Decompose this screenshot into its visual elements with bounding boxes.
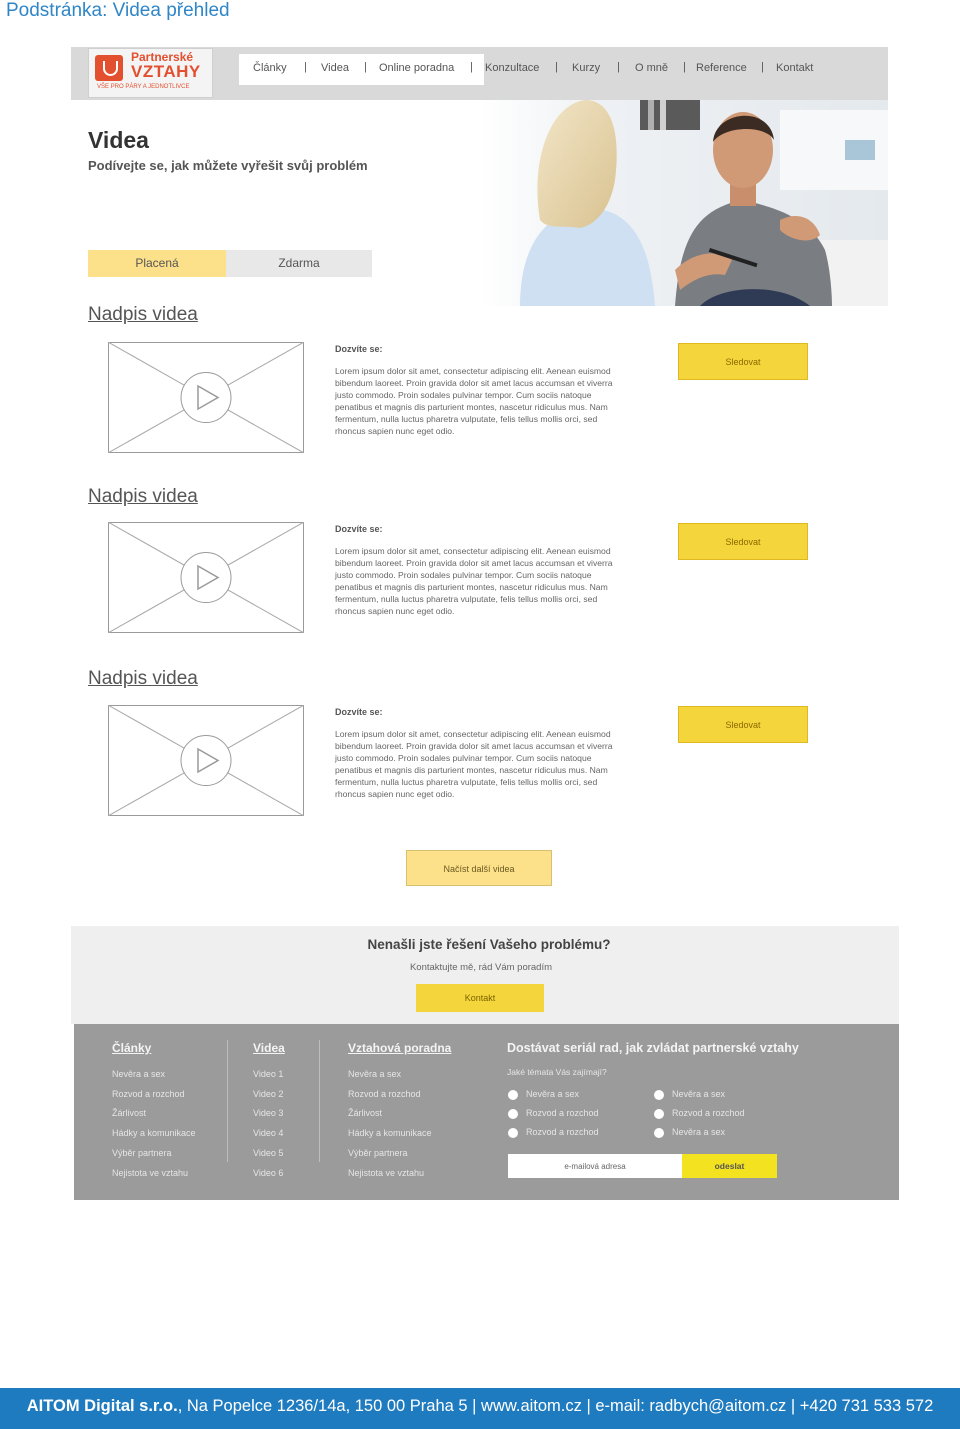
watch-button[interactable]: Sledovat <box>678 523 808 560</box>
site-logo[interactable] <box>88 48 213 98</box>
topic-radio[interactable] <box>654 1109 664 1119</box>
footer-link[interactable]: Žárlivost <box>348 1108 383 1118</box>
footer-link[interactable]: Video 5 <box>253 1148 284 1158</box>
video-learn-label: Dozvíte se: <box>335 524 383 534</box>
footer-link[interactable]: Výběr partnera <box>112 1148 172 1158</box>
main-nav <box>239 54 889 85</box>
footer-link[interactable]: Rozvod a rozchod <box>348 1089 421 1099</box>
contact-subtitle: Kontaktujte mě, rád Vám poradím <box>409 962 553 973</box>
logo-icon <box>95 55 123 81</box>
footer-divider <box>227 1040 228 1162</box>
video-title[interactable]: Nadpis videa <box>88 668 198 689</box>
video-thumbnail[interactable] <box>108 522 304 633</box>
logo-line-2: VZTAHY <box>131 62 201 81</box>
topic-label: Rozvod a rozchod <box>672 1108 745 1118</box>
load-more-button[interactable]: Načíst další videa <box>406 850 552 886</box>
nav-separator: | <box>364 61 367 73</box>
page-heading: Videa <box>88 127 149 153</box>
page-subheading: Podívejte se, jak můžete vyřešit svůj problém <box>88 158 368 173</box>
footer-link[interactable]: Rozvod a rozchod <box>112 1089 185 1099</box>
tab-paid[interactable]: Placená <box>88 250 226 277</box>
footer-link[interactable]: Video 2 <box>253 1089 284 1099</box>
topic-label: Nevěra a sex <box>526 1089 580 1099</box>
nav-item-online-poradna[interactable]: Online poradna <box>379 62 455 74</box>
nav-separator: | <box>470 61 473 73</box>
topic-label: Nevěra a sex <box>672 1127 726 1137</box>
nav-item-kurzy[interactable]: Kurzy <box>572 62 601 74</box>
send-button[interactable]: odeslat <box>682 1154 777 1178</box>
contact-title: Nenašli jste řešení Vašeho problému? <box>367 937 611 952</box>
nav-item-videa[interactable]: Videa <box>321 62 349 74</box>
video-learn-label: Dozvíte se: <box>335 344 383 354</box>
company-contact-line <box>0 1397 960 1416</box>
video-learn-label: Dozvíte se: <box>335 707 383 717</box>
footer-link[interactable]: Nevěra a sex <box>348 1069 402 1079</box>
footer-link[interactable]: Video 1 <box>253 1069 284 1079</box>
nav-separator: | <box>683 61 686 73</box>
newsletter-title: Dostávat seriál rad, jak zvládat partnerské vztahy <box>507 1041 799 1055</box>
document-title: Podstránka: Videa přehled <box>6 0 230 21</box>
nav-separator: | <box>761 61 764 73</box>
footer-link[interactable]: Video 3 <box>253 1108 284 1118</box>
footer-heading-clanky[interactable]: Články <box>112 1041 152 1055</box>
company-name: AITOM Digital s.r.o. <box>26 1397 178 1415</box>
nav-item-konzultace[interactable]: Konzultace <box>485 62 540 74</box>
nav-separator: | <box>304 61 307 73</box>
video-title[interactable]: Nadpis videa <box>88 304 198 325</box>
footer-link[interactable]: Žárlivost <box>112 1108 147 1118</box>
footer-link[interactable]: Výběr partnera <box>348 1148 408 1158</box>
newsletter-question: Jaké témata Vás zajímají? <box>507 1067 607 1077</box>
nav-separator: | <box>555 61 558 73</box>
footer-heading-vztahova-poradna[interactable]: Vztahová poradna <box>348 1041 452 1055</box>
footer-link[interactable]: Nejistota ve vztahu <box>112 1168 189 1178</box>
nav-item-reference[interactable]: Reference <box>696 62 747 74</box>
video-description: Lorem ipsum dolor sit amet, consectetur adipiscing elit. Aenean euismod bibendum laoreet. Proin gravida dolor sit amet lacus accumsan et viverra justo commodo. Proin sodales pulvinar tempor. Cum sociis natoque penatibus et magnis dis parturient montes, nascetur ridiculus mus. Nam fermentum, nulla luctus pharetra vulputate, felis tellus mollis orci, sed rhoncus sapien nunc eget odio. <box>335 366 613 436</box>
watch-button[interactable]: Sledovat <box>678 706 808 743</box>
watch-button[interactable]: Sledovat <box>678 343 808 380</box>
footer-link[interactable]: Nejistota ve vztahu <box>348 1168 425 1178</box>
logo-tagline: VŠE PRO PÁRY A JEDNOTLIVCE <box>97 84 190 90</box>
nav-item-clanky[interactable]: Články <box>253 62 287 74</box>
topic-label: Rozvod a rozchod <box>526 1108 599 1118</box>
topic-radio[interactable] <box>654 1090 664 1100</box>
video-thumbnail[interactable] <box>108 342 304 453</box>
hero-photo <box>480 100 888 306</box>
topic-radio[interactable] <box>508 1109 518 1119</box>
footer-link[interactable]: Hádky a komunikace <box>348 1128 432 1138</box>
footer-link[interactable]: Hádky a komunikace <box>112 1128 196 1138</box>
logo-line-1: Partnerské <box>131 50 194 64</box>
footer-link[interactable]: Video 4 <box>253 1128 284 1138</box>
footer-link[interactable]: Video 6 <box>253 1168 284 1178</box>
tab-free[interactable]: Zdarma <box>226 250 372 277</box>
email-field[interactable] <box>508 1154 682 1178</box>
topic-label: Nevěra a sex <box>672 1089 726 1099</box>
topic-radio[interactable] <box>654 1128 664 1138</box>
video-thumbnail[interactable] <box>108 705 304 816</box>
nav-item-kontakt[interactable]: Kontakt <box>776 62 814 74</box>
nav-separator: | <box>617 61 620 73</box>
footer-divider <box>319 1040 320 1162</box>
contact-button[interactable]: Kontakt <box>416 984 544 1012</box>
video-title[interactable]: Nadpis videa <box>88 486 198 507</box>
company-details: , Na Popelce 1236/14a, 150 00 Praha 5 | www.aitom.cz | e-mail: radbych@aitom.cz | +420 731 533 572 <box>177 1397 934 1415</box>
topic-label: Rozvod a rozchod <box>526 1127 599 1137</box>
topic-radio[interactable] <box>508 1090 518 1100</box>
hero-photo-illustration <box>480 100 888 306</box>
topic-radio[interactable] <box>508 1128 518 1138</box>
nav-item-o-mne[interactable]: O mně <box>635 62 669 74</box>
footer-heading-videa[interactable]: Videa <box>253 1041 285 1055</box>
video-description: Lorem ipsum dolor sit amet, consectetur adipiscing elit. Aenean euismod bibendum laoreet. Proin gravida dolor sit amet lacus accumsan et viverra justo commodo. Proin sodales pulvinar tempor. Cum sociis natoque penatibus et magnis dis parturient montes, nascetur ridiculus mus. Nam fermentum, nulla luctus pharetra vulputate, felis tellus mollis orci, sed rhoncus sapien nunc eget odio. <box>335 546 613 616</box>
footer-link[interactable]: Nevěra a sex <box>112 1069 166 1079</box>
video-description: Lorem ipsum dolor sit amet, consectetur adipiscing elit. Aenean euismod bibendum laoreet. Proin gravida dolor sit amet lacus accumsan et viverra justo commodo. Proin sodales pulvinar tempor. Cum sociis natoque penatibus et magnis dis parturient montes, nascetur ridiculus mus. Nam fermentum, nulla luctus pharetra vulputate, felis tellus mollis orci, sed rhoncus sapien nunc eget odio. <box>335 729 613 799</box>
